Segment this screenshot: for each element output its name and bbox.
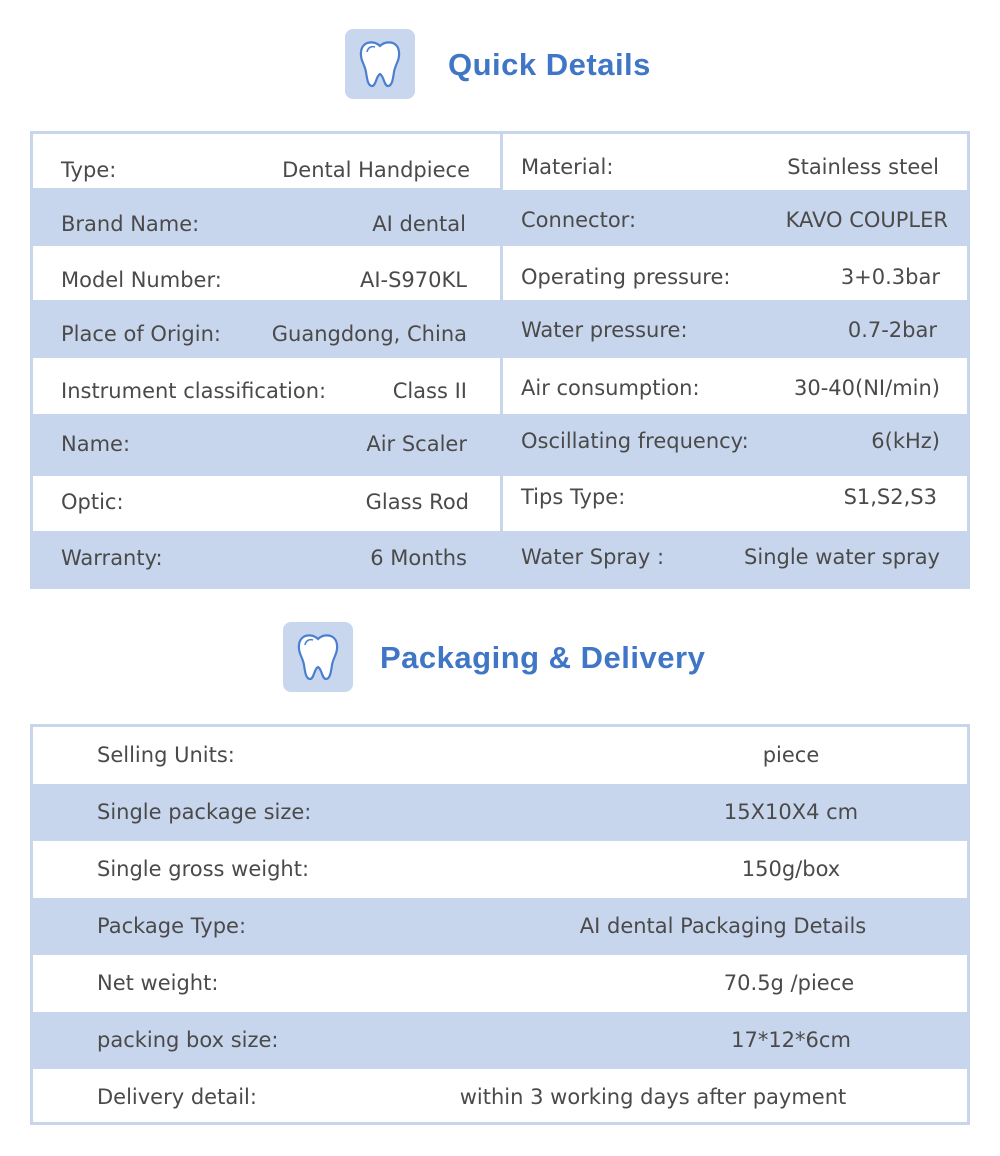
row-label: Oscillating frequency: xyxy=(521,429,749,453)
table-row xyxy=(33,300,500,358)
row-label: Brand Name: xyxy=(61,212,200,236)
table-row xyxy=(503,358,970,414)
row-value: AI dental Packaging Details xyxy=(579,914,867,938)
row-value: Glass Rod xyxy=(365,490,469,514)
row-value: S1,S2,S3 xyxy=(843,485,937,509)
table-row xyxy=(33,898,967,955)
row-label: Place of Origin: xyxy=(61,322,221,346)
row-value: 6 Months xyxy=(370,546,467,570)
table-row xyxy=(33,784,967,841)
row-label: Material: xyxy=(521,155,614,179)
row-value: 70.5g /piece xyxy=(723,971,855,995)
table-row xyxy=(33,246,500,300)
row-value: piece xyxy=(762,743,820,767)
table-row xyxy=(33,358,500,414)
row-value: KAVO COUPLER xyxy=(785,208,948,232)
row-value: Single water spray xyxy=(744,545,940,569)
row-value: Air Scaler xyxy=(366,432,467,456)
quick-details-header xyxy=(0,29,1000,101)
table-row xyxy=(33,531,500,586)
row-value: AI-S970KL xyxy=(359,268,467,292)
table-row xyxy=(33,476,500,531)
row-value: 0.7-2bar xyxy=(847,318,937,342)
row-label: Name: xyxy=(61,432,131,456)
row-label: Optic: xyxy=(61,490,124,514)
row-label: Single package size: xyxy=(97,800,312,824)
row-label: Type: xyxy=(61,158,117,182)
quick-details-title: Quick Details xyxy=(448,47,651,82)
table-row xyxy=(33,727,967,784)
row-label: Delivery detail: xyxy=(97,1085,257,1109)
row-label: Package Type: xyxy=(97,914,247,938)
row-value: Class II xyxy=(392,379,467,403)
packaging-table xyxy=(30,724,970,1125)
row-value: 150g/box xyxy=(741,857,841,881)
quick-details-table xyxy=(30,131,970,589)
row-value: 30-40(NI/min) xyxy=(794,376,940,400)
table-row xyxy=(503,246,970,300)
table-row xyxy=(33,1069,967,1122)
table-row xyxy=(503,134,970,190)
row-value: 15X10X4 cm xyxy=(723,800,859,824)
table-row xyxy=(33,841,967,898)
row-value: Guangdong, China xyxy=(271,322,467,346)
row-value: 3+0.3bar xyxy=(840,265,940,289)
row-value: AI dental xyxy=(372,212,466,236)
table-row xyxy=(33,414,500,476)
row-label: Air consumption: xyxy=(521,376,700,400)
table-row xyxy=(33,134,500,188)
row-label: Connector: xyxy=(521,208,637,232)
row-value: 17*12*6cm xyxy=(731,1028,851,1052)
table-row xyxy=(33,188,500,246)
table-row xyxy=(503,300,970,358)
table-row xyxy=(503,190,970,246)
table-row xyxy=(33,1012,967,1069)
row-value: within 3 working days after payment xyxy=(459,1085,847,1109)
table-row xyxy=(503,414,970,476)
row-value: Stainless steel xyxy=(787,155,939,179)
row-value: Dental Handpiece xyxy=(282,158,470,182)
row-label: Tips Type: xyxy=(521,485,626,509)
row-label: Warranty: xyxy=(61,546,163,570)
row-label: Selling Units: xyxy=(97,743,235,767)
table-row xyxy=(503,476,970,531)
row-label: Operating pressure: xyxy=(521,265,731,289)
row-label: Model Number: xyxy=(61,268,222,292)
row-label: packing box size: xyxy=(97,1028,279,1052)
row-value: 6(kHz) xyxy=(871,429,940,453)
row-label: Water pressure: xyxy=(521,318,688,342)
row-label: Net weight: xyxy=(97,971,219,995)
row-label: Instrument classification: xyxy=(61,379,327,403)
row-label: Single gross weight: xyxy=(97,857,310,881)
table-row xyxy=(33,955,967,1012)
packaging-title: Packaging & Delivery xyxy=(380,640,706,675)
tooth-icon xyxy=(345,29,415,99)
table-row xyxy=(503,531,970,586)
packaging-header xyxy=(0,622,1000,694)
row-label: Water Spray : xyxy=(521,545,665,569)
tooth-icon xyxy=(283,622,353,692)
